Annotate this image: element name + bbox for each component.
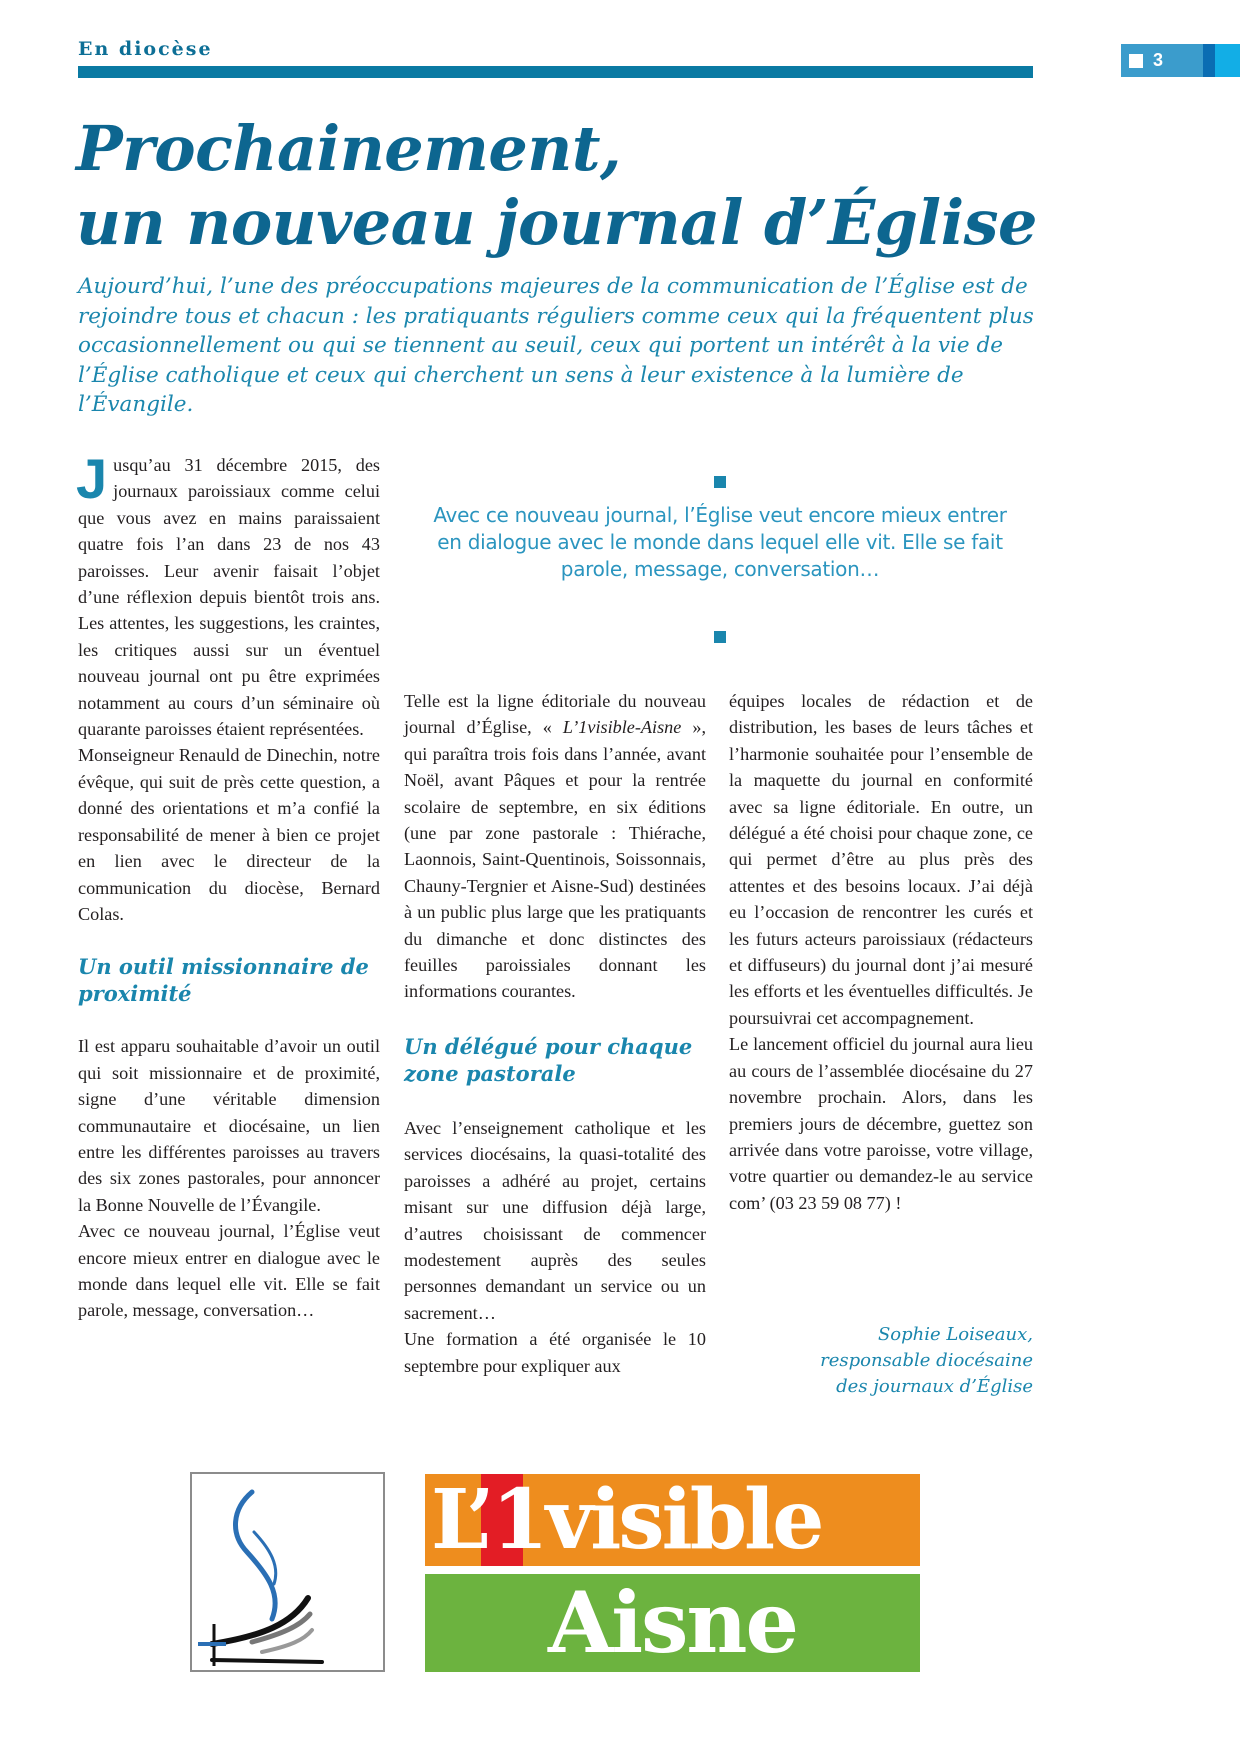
page-number-box [1121,44,1203,77]
author-role: responsable diocésaine [820,1350,1033,1371]
section-label: En diocèse [78,38,213,60]
journal-logo-subtitle: Aisne [548,1573,797,1672]
page-number-tab [1121,44,1240,77]
journal-logo-bottom-band [425,1574,920,1672]
title-line-2: un nouveau journal d’Église [76,186,1037,259]
subheading-outil-missionnaire: Un outil missionnaire de proximité [78,954,369,1007]
author-signature [729,1322,1033,1400]
logo-text-one: 1 [491,1472,546,1568]
column-3 [729,688,1033,1216]
journal-logo [425,1474,920,1672]
column-2 [404,688,706,1379]
journal-logo-title [431,1474,921,1566]
paragraph: Il est apparu souhaitable d’avoir un outil qui soit missionnaire et de proximité, signe d’une véritable dimension communautaire et diocésaine, un lien entre les différentes paroisses au travers des six zones pastorales, pour annoncer la Bonne Nouvelle de l’Évangile. [78,1036,380,1215]
paragraph: Monseigneur Renauld de Dinechin, notre évêque, qui suit de près cette question, a donné des orientations et m’a confié la responsabilité de mener à bien ce projet en lien avec le directeur de la communication du diocèse, Bernard Colas. [78,745,380,924]
paragraph-text: usqu’au 31 décembre 2015, des journaux paroissiaux comme celui que vous avez en mains paraissaient quatre fois l’an dans 23 de nos 43 paroisses. Leur avenir faisait l’objet d’une réflexion depuis bientôt trois ans. Les attentes, les suggestions, les craintes, les critiques aussi sur un éventuel nouveau journal ont pu être exprimées notamment au cours d’un séminaire où quarante paroisses étaient représentées. [78,455,380,740]
subheading-delegue: Un délégué pour chaque zone pastorale [404,1033,693,1086]
paragraph: Avec ce nouveau journal, l’Église veut encore mieux entrer en dialogue avec le monde dans lequel elle vit. Elle se fait parole, message, conversation… [78,1221,380,1321]
paragraph [404,688,706,1005]
author-role: des journaux d’Église [836,1376,1033,1397]
pull-quote-text: Avec ce nouveau journal, l’Église veut encore mieux entrer en dialogue avec le monde dans lequel elle vit. Elle se fait parole, message, conversation… [433,503,1007,581]
logo-text: L’ [431,1472,492,1568]
article-lead: Aujourd’hui, l’une des préoccupations majeures de la communication de l’Église est de rejoindre tous et chacun : les pratiquants réguliers comme ceux qui la fréquentent plus occasionnellement ou qui se tiennent au seuil, ceux qui portent un intérêt à la vie de l’Église catholique et ceux qui cherchent un sens à leur existence à la lumière de l’Évangile. [78,274,1034,417]
paragraph: Le lancement officiel du journal aura lieu au cours de l’assemblée diocésaine du 27 novembre prochain. Alors, dans les premiers jours de décembre, guettez son arrivée dans votre paroisse, votre village, votre quartier ou demandez-le au service com’ (03 23 59 08 77) ! [729,1034,1033,1213]
square-marker-icon [714,631,726,643]
page-number: 3 [1153,50,1164,70]
title-line-1: Prochainement, [76,112,622,185]
tab-stripe-dark [1203,44,1215,77]
drop-cap: J [76,447,108,510]
pull-quote [420,476,1020,643]
paragraph [76,447,380,742]
diocese-logo [190,1472,385,1672]
paragraph: Une formation a été organisée le 10 septembre pour expliquer aux [404,1329,706,1376]
author-name: Sophie Loiseaux, [877,1324,1033,1345]
logo-text: visible [545,1472,822,1568]
paragraph: Avec l’enseignement catholique et les services diocésains, la quasi-totalité des paroisses a adhéré au projet, certains misant sur une diffusion déjà large, d’autres choisissant de commencer modestement auprès des seules personnes demandant un service ou un sacrement… [404,1117,706,1323]
square-bullet-icon [1129,54,1143,68]
paragraph-text: », qui paraîtra trois fois dans l’année, avant Noël, avant Pâques et pour la rentrée scolaire de septembre, en six éditions (une par zone pastorale : Thiérache, Laonnois, Saint-Quentinois, Soissonnais, Chauny-Tergnier et Aisne-Sud) destinées à un public plus large que les pratiquants du dimanche et donc distinctes des feuilles paroissiales donnant les informations courantes. [404,717,706,1002]
square-marker-icon [714,476,726,488]
tab-stripe-light [1215,44,1240,77]
header-rule [78,66,1033,78]
column-1 [76,447,380,1324]
journal-name: L’1visible-Aisne [562,717,682,738]
article-title [76,112,1056,260]
paragraph-text: Telle est la ligne éditoriale du nouveau journal d’Église, « [404,691,706,738]
diocese-flame-book-icon [192,1474,383,1670]
paragraph: équipes locales de rédaction et de distribution, les bases de leurs tâches et l’harmonie souhaitée pour l’ensemble de la maquette du journal en conformité avec sa ligne éditoriale. En outre, un délégué a été choisi pour chaque zone, ce qui permet d’être au plus près des attentes et des besoins locaux. J’ai déjà eu l’occasion de rencontrer les curés et les futurs acteurs paroissiaux (rédacteurs et diffuseurs) du journal dont j’ai mesuré les efforts et les éventuelles difficultés. Je poursuivrai cet accompagnement. [729,691,1033,1028]
